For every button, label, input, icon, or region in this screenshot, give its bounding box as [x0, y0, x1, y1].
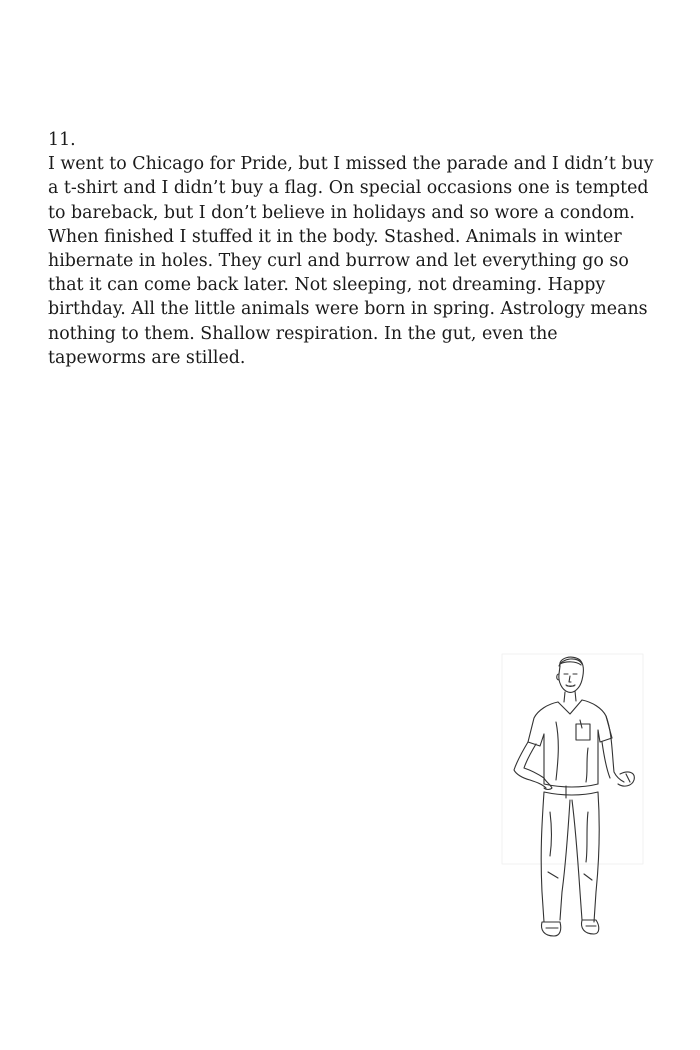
text-block	[48, 128, 658, 370]
body-paragraph: I went to Chicago for Pride, but I missed the parade and I didn’t buy a t-shirt and I didn’t buy a flag. On special occasions one is tempted to bareback, but I don’t believe in holidays and so wore a condom. When finished I stuffed it in the body. Stashed. Animals in winter hibernate in holes. They curl and burrow and let everything go so that it can come back later. Not sleeping, not dreaming. Happy birthday. All the little animals were born in spring. Astrology means nothing to them. Shallow respiration. In the gut, even the tapeworms are stilled.	[48, 154, 654, 368]
standing-man-illustration	[500, 652, 645, 944]
section-number: 11.	[48, 130, 76, 150]
standing-man-sketch-icon	[500, 652, 645, 944]
